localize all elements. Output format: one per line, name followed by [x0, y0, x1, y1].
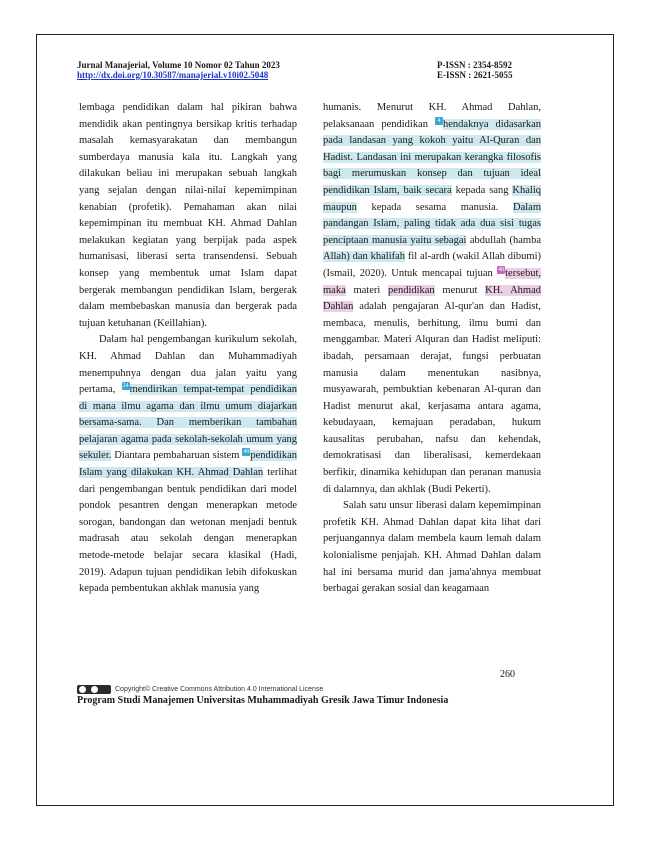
footer-institution: Program Studi Manajemen Universitas Muhammadiyah Gresik Jawa Timur Indonesia: [77, 695, 449, 706]
journal-title: Jurnal Manajerial, Volume 10 Nomor 02 Tahun 2023: [77, 60, 280, 70]
text-run: materi: [345, 284, 389, 296]
highlighted-text: hendaknya didasarkan pada landasan yang kokoh yaitu Al-Quran dan Hadist. Landasan ini merupakan kerangka filosofis bagi merumuskan konsep dan tujuan ideal pendidikan Islam, baik secara: [323, 118, 541, 196]
text-run: lembaga pendidikan dalam hal pikiran bahwa mendidik akan pentingnya bersikap kritis terhadap masalah kemasyarakatan dan membangun sumberdaya manusia kala itu. Langkah yang dilakukan beliau ini merupakan sebuah langkah yang sejalan dengan nilai-nilai kepemimpinan kenabian (profetik). Pemahaman akan nilai kepemimpinan itu membuat KH. Ahmad Dahlan melakukan kegiatan yang berpijak pada aspek humanisasi, liberasi serta transendensi. Sebuah konsep yang membentuk umat Islam dapat bergerak membangun pendidikan Islam, bergerak dalam membebaskan manusia dan bergerak pada tujuan ketuhanan (Keillahian).: [79, 102, 297, 329]
annotation-marker-icon[interactable]: 24: [122, 383, 129, 390]
annotation-marker-icon[interactable]: 4: [435, 117, 443, 125]
doi-link[interactable]: http://dx.doi.org/10.30587/manajerial.v10i02.5048: [77, 70, 269, 80]
page-number: 260: [500, 669, 515, 680]
highlighted-text: Allah) dan khalifah: [323, 251, 406, 263]
paragraph: [79, 100, 297, 332]
paragraph: [79, 332, 297, 598]
left-column: [79, 100, 297, 598]
eissn: E-ISSN : 2621-5055: [437, 70, 513, 80]
highlighted-text: KH. Ahmad Dahlan: [323, 284, 541, 313]
annotation-marker-icon[interactable]: 49: [243, 449, 250, 456]
license-text: Copyright© Creative Commons Attribution 4.0 International License: [115, 685, 324, 693]
text-run: humanis. Menurut KH. Ahmad Dahlan, pelaksanaan pendidikan: [323, 102, 541, 130]
text-run: menurut: [434, 284, 486, 296]
annotation-marker-icon[interactable]: 40: [498, 266, 505, 273]
text-run: kepada sang: [451, 184, 513, 196]
paragraph: [323, 498, 541, 598]
highlighted-text: tersebut, maka: [323, 267, 541, 296]
paragraph: [323, 100, 541, 498]
cc-by-license-icon[interactable]: [77, 685, 111, 694]
text-run: fil al-ardh (wakil Allah dibumi) (Ismail, 2020). Untuk mencapai tujuan: [323, 251, 541, 279]
right-column: [323, 100, 541, 598]
highlighted-text: Khaliq maupun: [323, 184, 541, 213]
text-run: Dalam hal pengembangan kurikulum sekolah, KH. Ahmad Dahlan dan Muhammadiyah menempuhnya dengan dua jalan yaitu yang pertama,: [79, 334, 297, 396]
highlighted-text: pendidikan: [388, 284, 435, 296]
pissn: P-ISSN : 2354-8592: [437, 60, 513, 70]
highlighted-text: Dalam pandangan Islam, paling tidak ada dua sisi tugas penciptaan manusia yaitu sebagai: [323, 201, 541, 246]
highlighted-text: pendidikan Islam yang dilakukan KH. Ahmad Dahlan: [79, 450, 297, 479]
text-run: Salah satu unsur liberasi dalam kepemimpinan profetik KH. Ahmad Dahlan dapat kita lihat dari perjuangannya dalam membela kaum lemah dalam kolonialisme penjajah. KH. Ahmad Dahlan dalam hal ini bersama murid dan jama'ahnya membuat berbagai gerakan sosial dan keagamaan: [323, 500, 541, 595]
text-run: abdullah (hamba: [466, 234, 542, 246]
text-run: adalah pengajaran Al-qur'an dan Hadist, membaca, menulis, berhitung, ilmu bumi dan menggambar. Materi Alquran dan Hadist meliputi: ibadah, persamaan derajat, fungsi perbuatan manusia dalam menentukan nasibnya, musyawarah, pembuktian kebenaran Al-quran dan Hadist menurut akal, kerjasama antara agama, kebudayaan, kemajuan peradaban, hukum kausalitas perubahan, nafsu dan kehendak, demokratisasi dan liberalisasi, kemerdekaan berfikir, dinamika kehidupan dan peranan manusia di dalamnya, dan akhlak (Budi Pekerti).: [323, 301, 541, 495]
license-block: [77, 684, 323, 694]
text-run: kepada sesama manusia.: [356, 201, 513, 213]
text-run: Diantara pembaharuan sistem: [111, 450, 243, 462]
highlighted-text: mendirikan tempat-tempat pendidikan di mana ilmu agama dan ilmu umum diajarkan bersama-sama. Dan memberikan tambahan pelajaran agama pada sekolah-sekolah umum yang sekuler.: [79, 384, 298, 462]
text-run: terlihat dari pengembangan bentuk pendidikan dari model pondok pesantren dengan menerapkan metode sorogan, bandongan dan wetonan menjadi bentuk madrasah atau sekolah dengan menerapkan metode-metode belajar secara klasikal (Hadi, 2019). Adapun tujuan pendidikan lebih difokuskan kepada pembentukan akhlak manusia yang: [79, 467, 297, 595]
